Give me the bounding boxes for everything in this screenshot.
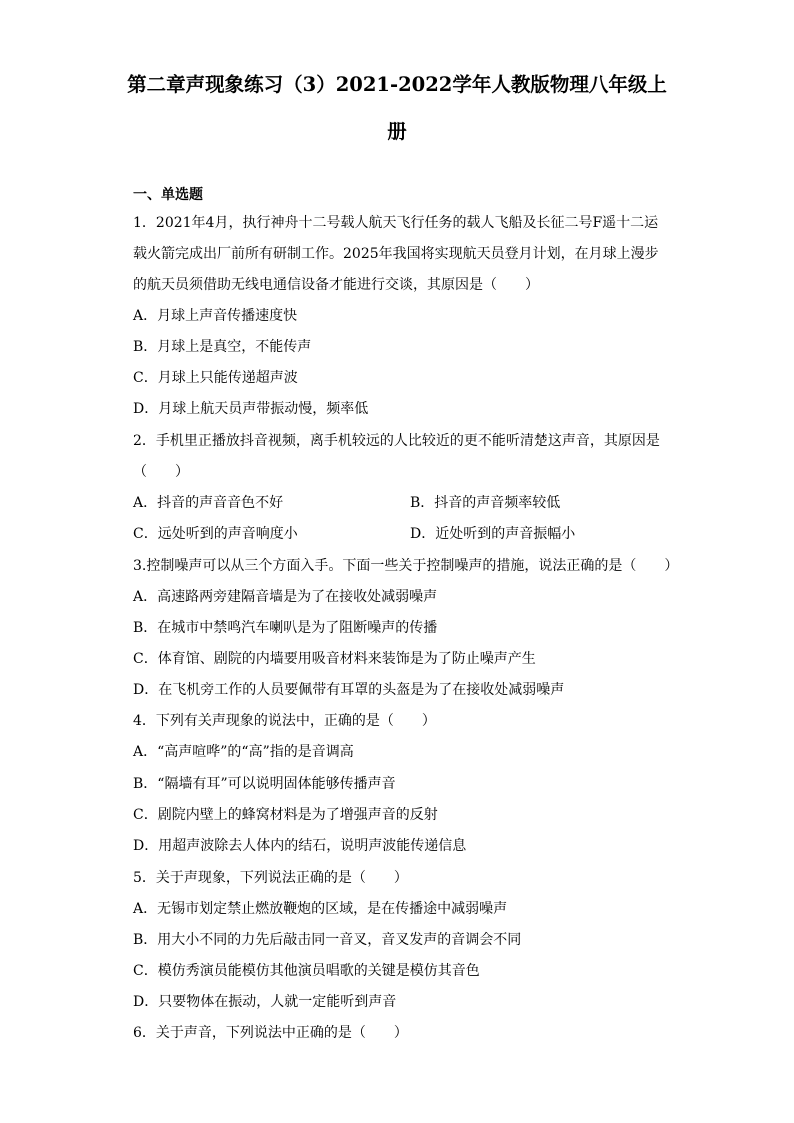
- doc-title-line2: 册: [387, 120, 407, 143]
- q4-stem-line1: 4．下列有关声现象的说法中，正确的是（ ）: [133, 713, 436, 729]
- q3-option-a: A．高速路两旁建隔音墙是为了在接收处减弱噪声: [133, 589, 438, 605]
- q5-option-d: D．只要物体在振动，人就一定能听到声音: [133, 994, 397, 1010]
- q4-option-b: B．“隔墙有耳”可以说明固体能够传播声音: [133, 776, 396, 792]
- q6-stem-line1: 6．关于声音，下列说法中正确的是（ ）: [133, 1025, 408, 1041]
- q1-stem-line3: 的航天员须借助无线电通信设备才能进行交谈，其原因是（ ）: [133, 277, 539, 293]
- q1-option-c: C．月球上只能传递超声波: [133, 370, 298, 386]
- q3-option-b: B．在城市中禁鸣汽车喇叭是为了阻断噪声的传播: [133, 620, 438, 636]
- q1-option-a: A．月球上声音传播速度快: [133, 308, 298, 324]
- q5-option-a: A．无锡市划定禁止燃放鞭炮的区域，是在传播途中减弱噪声: [133, 901, 508, 917]
- q3-option-c: C．体育馆、剧院的内墙要用吸音材料来装饰是为了防止噪声产生: [133, 651, 536, 667]
- q5-option-b: B．用大小不同的力先后敲击同一音叉，音叉发声的音调会不同: [133, 932, 522, 948]
- q1-stem-line1: 1．2021年4月，执行神舟十二号载人航天飞行任务的载人飞船及长征二号F遥十二运: [133, 215, 659, 231]
- q2-option-a: A．抖音的声音音色不好: [133, 495, 284, 511]
- doc-title-line1: 第二章声现象练习（3）2021-2022学年人教版物理八年级上: [127, 73, 667, 96]
- q4-option-d: D．用超声波除去人体内的结石，说明声波能传递信息: [133, 838, 467, 854]
- q3-stem-line1: 3.控制噪声可以从三个方面入手。下面一些关于控制噪声的措施，说法正确的是（ ）: [133, 558, 679, 574]
- q5-option-c: C．模仿秀演员能模仿其他演员唱歌的关键是模仿其音色: [133, 963, 480, 979]
- q4-option-a: A．“高声喧哗”的“高”指的是音调高: [133, 744, 354, 760]
- q2-stem-line2: （ ）: [133, 464, 189, 480]
- q2-option-c: C．远处听到的声音响度小: [133, 526, 298, 542]
- q1-option-b: B．月球上是真空，不能传声: [133, 339, 312, 355]
- q5-stem-line1: 5．关于声现象，下列说法正确的是（ ）: [133, 870, 408, 886]
- section-heading: 一、单选题: [133, 187, 203, 203]
- q1-stem-line2: 载火箭完成出厂前所有研制工作。2025年我国将实现航天员登月计划，在月球上漫步: [133, 246, 659, 262]
- q1-option-d: D．月球上航天员声带振动慢，频率低: [133, 401, 369, 417]
- q4-option-c: C．剧院内壁上的蜂窝材料是为了增强声音的反射: [133, 807, 438, 823]
- q2-stem-line1: 2．手机里正播放抖音视频，离手机较远的人比较近的更不能听清楚这声音，其原因是: [133, 433, 660, 449]
- q3-option-d: D．在飞机旁工作的人员要佩带有耳罩的头盔是为了在接收处减弱噪声: [133, 682, 565, 698]
- q2-option-b: B．抖音的声音频率较低: [410, 495, 561, 511]
- q2-option-d: D．近处听到的声音振幅小: [410, 526, 576, 542]
